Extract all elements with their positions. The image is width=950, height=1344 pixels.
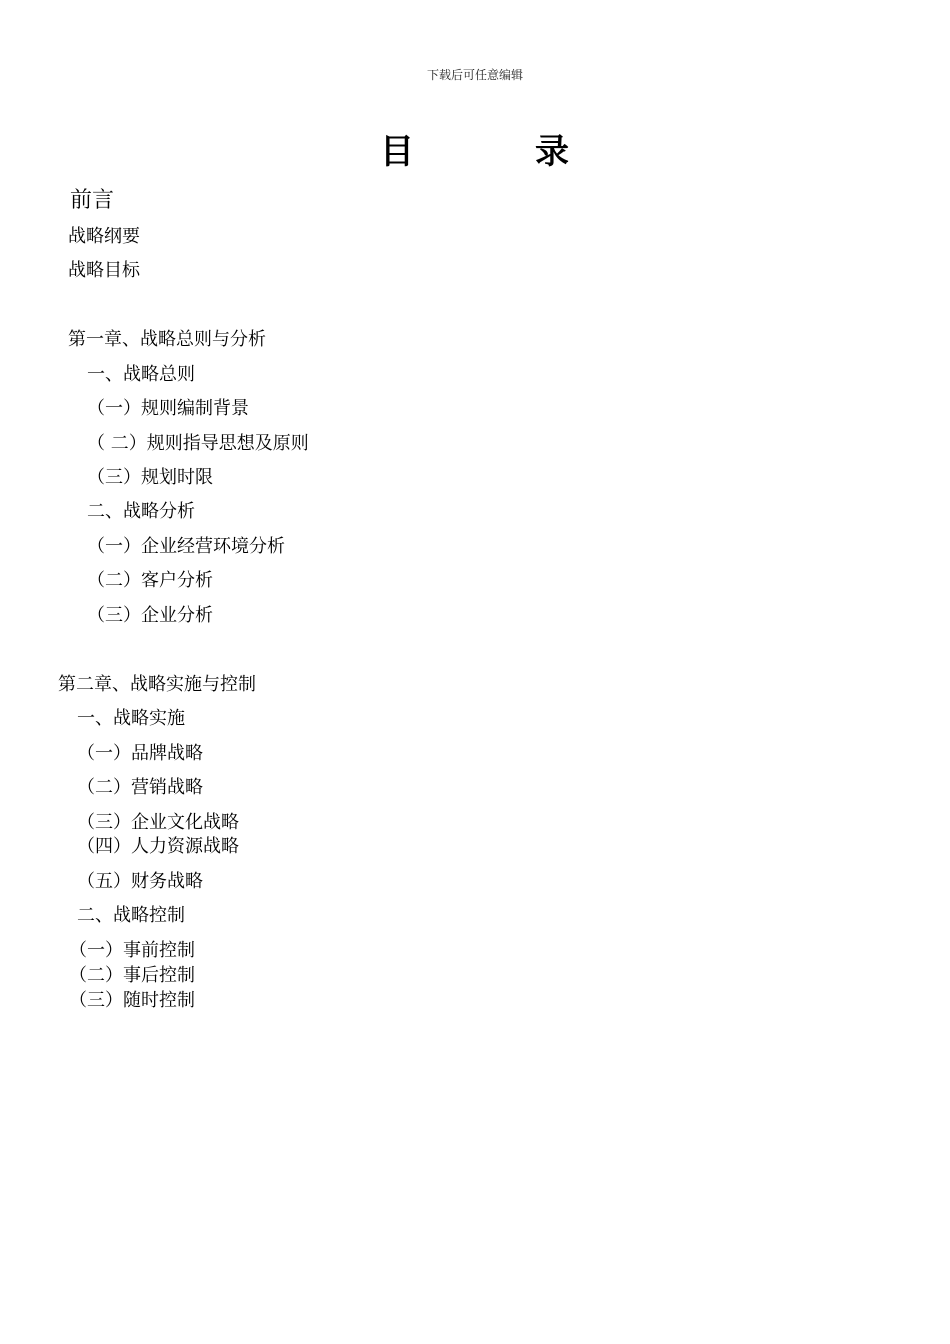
toc-item-2-1-1: （一）品牌战略 [77,743,203,764]
toc-item-2-1-4: （四）人力资源战略 [77,836,239,857]
toc-title-char-2: 录 [535,132,569,172]
toc-item-2-1-2: （二）营销战略 [77,777,203,798]
toc-section-2-1: 一、战略实施 [77,708,185,729]
toc-item-2-2-3: （三）随时控制 [69,990,195,1011]
toc-section-1-2: 二、战略分析 [87,501,195,522]
toc-item-2-1-3: （三）企业文化战略 [77,812,239,833]
toc-item-1-1-1: （一）规则编制背景 [87,398,249,419]
toc-item-1-2-2: （二）客户分析 [87,570,213,591]
header-note: 下载后可任意编辑 [426,68,523,82]
toc-item-2-2-1: （一）事前控制 [69,940,195,961]
toc-item-1-2-1: （一）企业经营环境分析 [87,536,285,557]
toc-entry-goals: 战略目标 [68,260,140,281]
toc-item-2-1-5: （五）财务战略 [77,871,203,892]
toc-entry-outline: 战略纲要 [68,226,140,247]
toc-item-2-2-2: （二）事后控制 [69,965,195,986]
toc-item-1-1-3: （三）规划时限 [87,467,213,488]
toc-section-1-1: 一、战略总则 [87,364,195,385]
toc-item-1-1-2: （ 二）规则指导思想及原则 [87,433,309,454]
toc-chapter-2: 第二章、战略实施与控制 [58,674,256,695]
toc-section-2-2: 二、战略控制 [77,905,185,926]
toc-chapter-1: 第一章、战略总则与分析 [68,329,266,350]
toc-title-char-1: 目 [380,132,414,172]
toc-item-1-2-3: （三）企业分析 [87,605,213,626]
toc-entry-preface: 前言 [70,188,115,213]
